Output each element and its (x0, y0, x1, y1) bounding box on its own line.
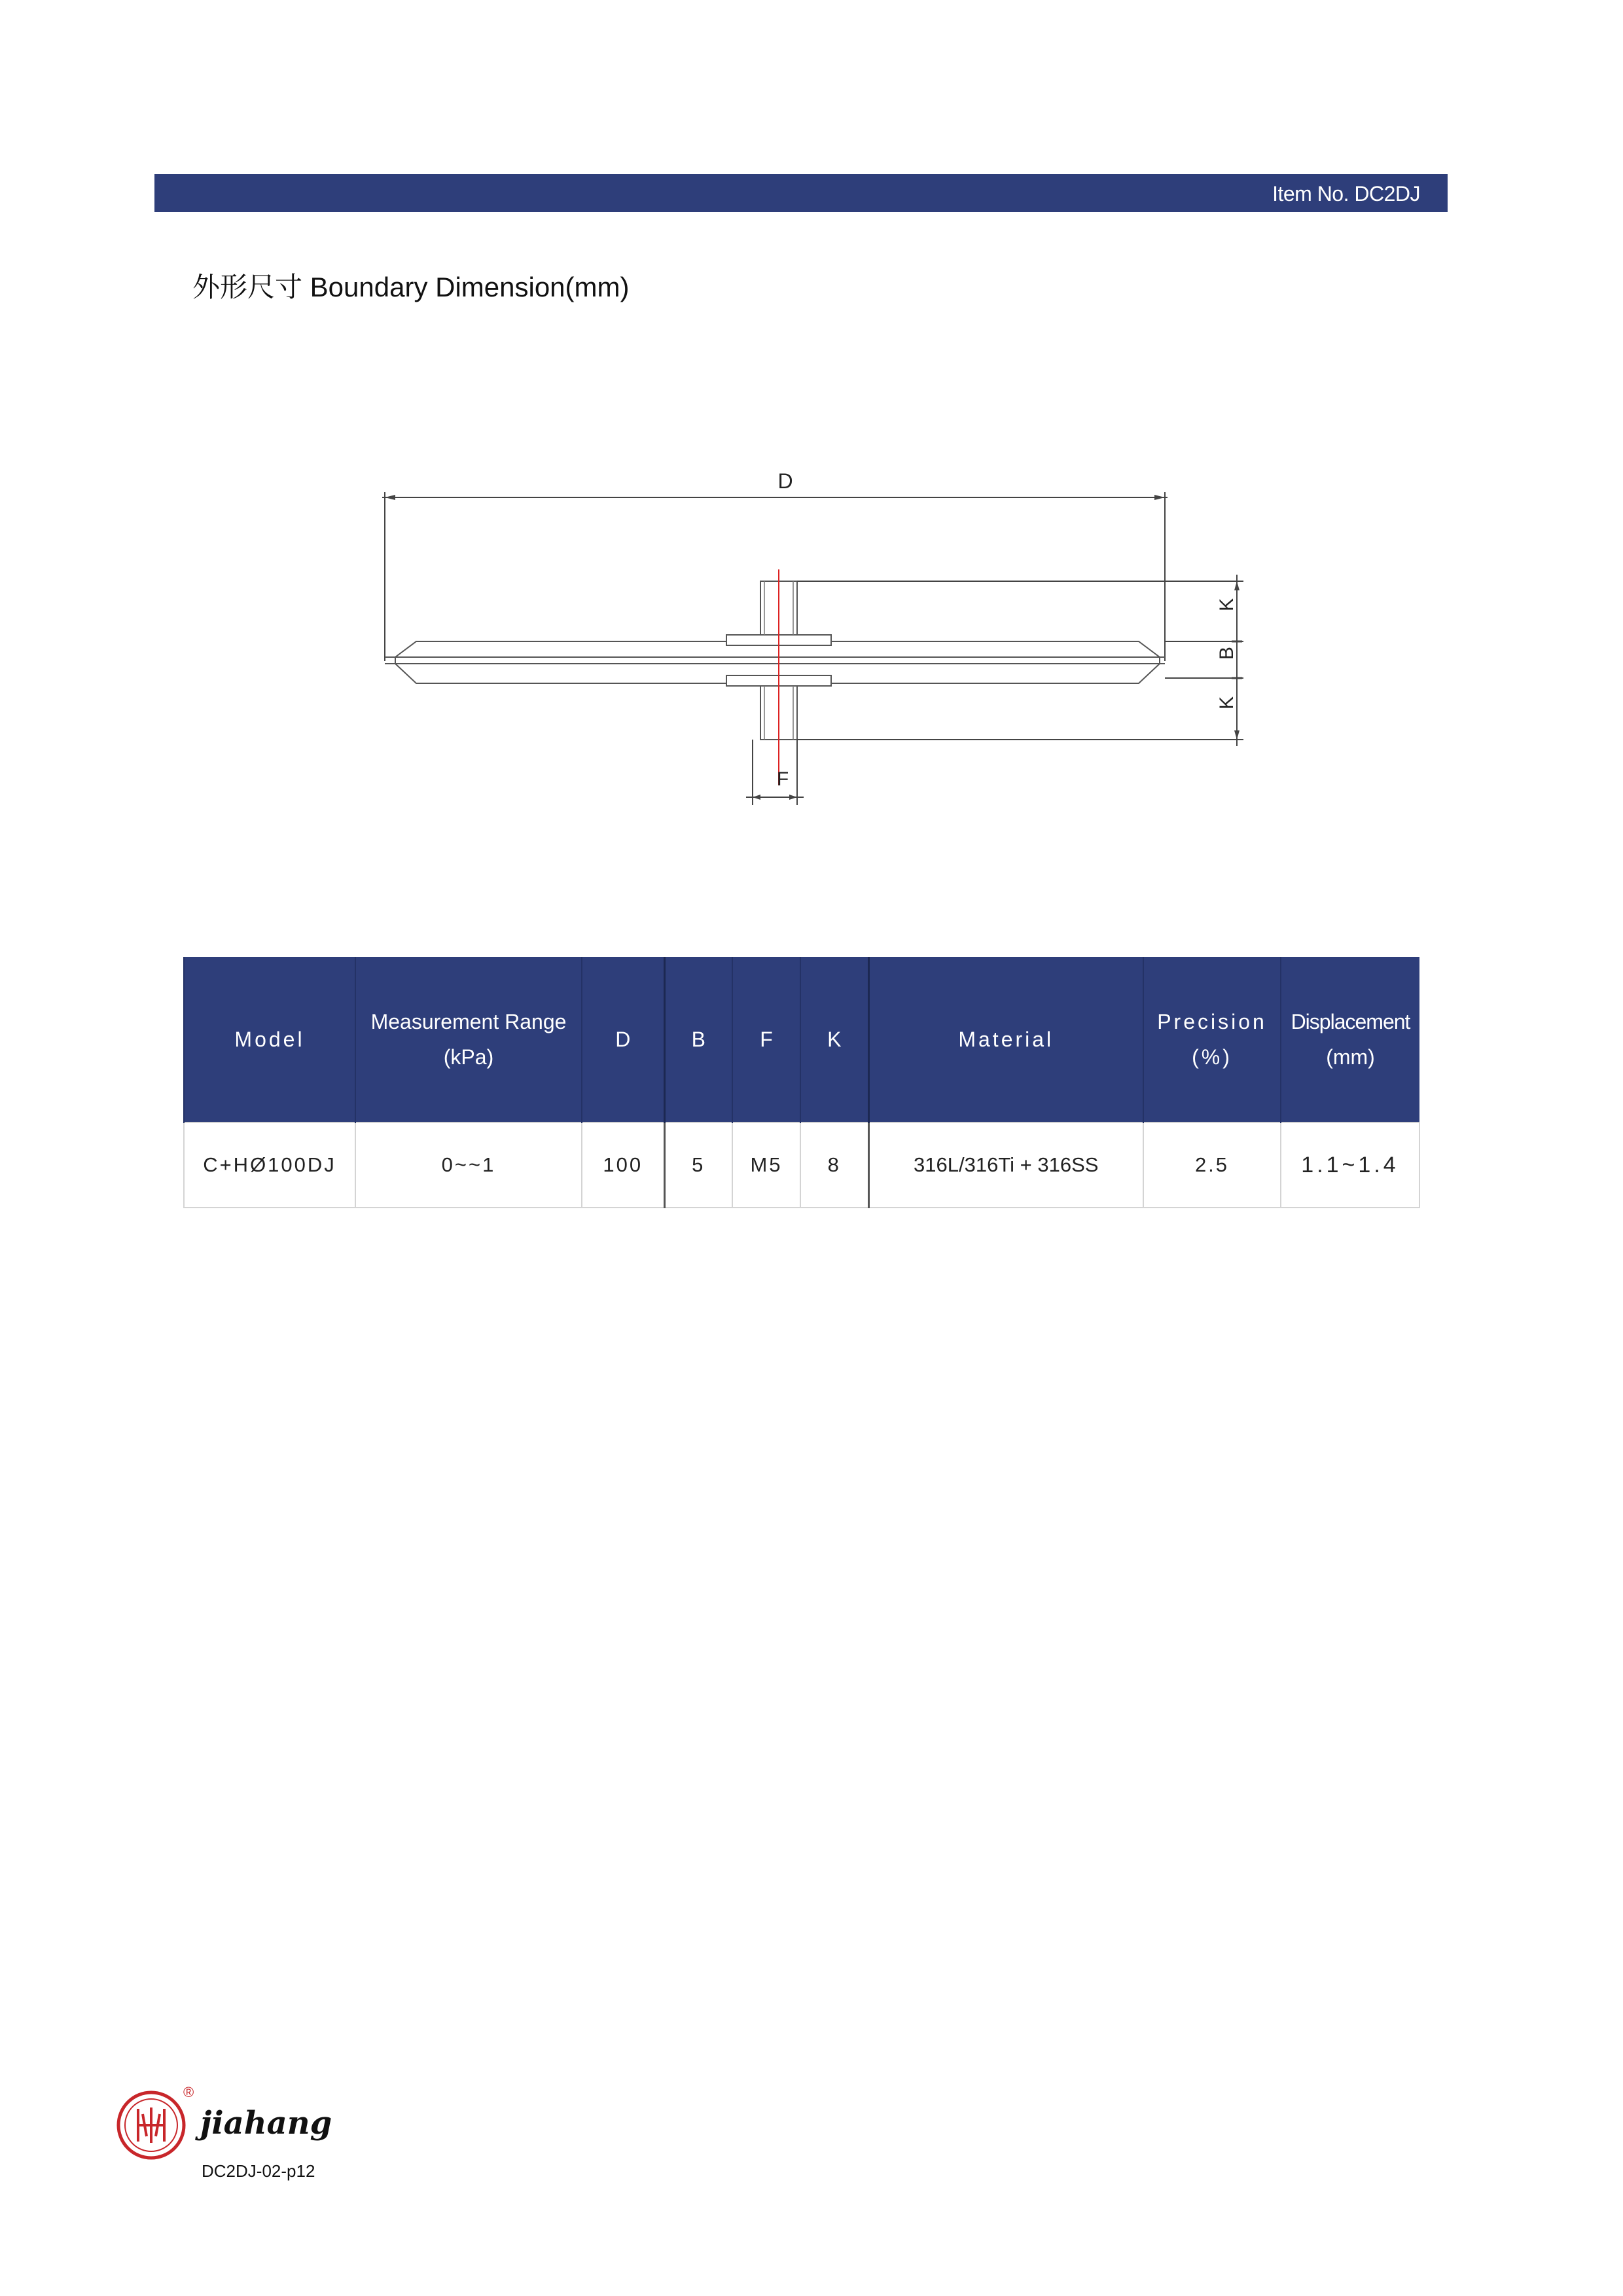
header-precision-line1: Precision (1157, 1010, 1267, 1033)
k-bottom-arrow (1234, 730, 1240, 740)
boundary-dimension-drawing (0, 0, 1623, 851)
jiahang-logo-icon (115, 2089, 187, 2161)
registered-mark: ® (183, 2084, 194, 2100)
f-arrow-right (789, 795, 797, 800)
section-title: 外形尺寸 Boundary Dimension(mm) (192, 272, 630, 302)
d-arrow-left (385, 495, 395, 500)
header-model: Model (184, 957, 355, 1122)
d-label: D (777, 469, 793, 493)
header-displacement (1281, 957, 1419, 1122)
header-displacement-line1: Displacement (1291, 1010, 1410, 1033)
table-row (184, 1122, 1419, 1208)
header-measurement-range (355, 957, 582, 1122)
header-material: Material (868, 957, 1143, 1122)
cell-k: 8 (800, 1122, 868, 1208)
header-f: F (732, 957, 800, 1122)
page-code: DC2DJ-02-p12 (202, 2161, 315, 2181)
header-precision-line2: (%) (1192, 1045, 1232, 1069)
header-k: K (800, 957, 868, 1122)
header-displacement-line2: (mm) (1326, 1045, 1375, 1069)
specification-table (183, 957, 1420, 1208)
cell-f: M5 (732, 1122, 800, 1208)
cell-material: 316L/316Ti + 316SS (868, 1122, 1143, 1208)
header-d: D (582, 957, 664, 1122)
header-precision (1143, 957, 1281, 1122)
header-range-line2: (kPa) (443, 1045, 494, 1069)
table-header-row (184, 957, 1419, 1122)
f-arrow-left (753, 795, 760, 800)
cell-range: 0~~1 (355, 1122, 582, 1208)
b-label: B (1216, 646, 1238, 660)
cell-b: 5 (664, 1122, 732, 1208)
cell-d: 100 (582, 1122, 664, 1208)
cell-precision: 2.5 (1143, 1122, 1281, 1208)
item-number: Item No. DC2DJ (1272, 182, 1420, 206)
cell-model: C+HØ100DJ (184, 1122, 355, 1208)
cell-displacement: 1.1~1.4 (1281, 1122, 1419, 1208)
f-label: F (776, 768, 789, 790)
k-bottom-label: K (1216, 696, 1238, 710)
k-top-arrow (1234, 581, 1240, 590)
d-arrow-right (1154, 495, 1165, 500)
header-b: B (664, 957, 732, 1122)
k-top-label: K (1216, 598, 1238, 612)
header-range-line1: Measurement Range (370, 1010, 567, 1033)
brand-name: jiahang (200, 2105, 332, 2142)
